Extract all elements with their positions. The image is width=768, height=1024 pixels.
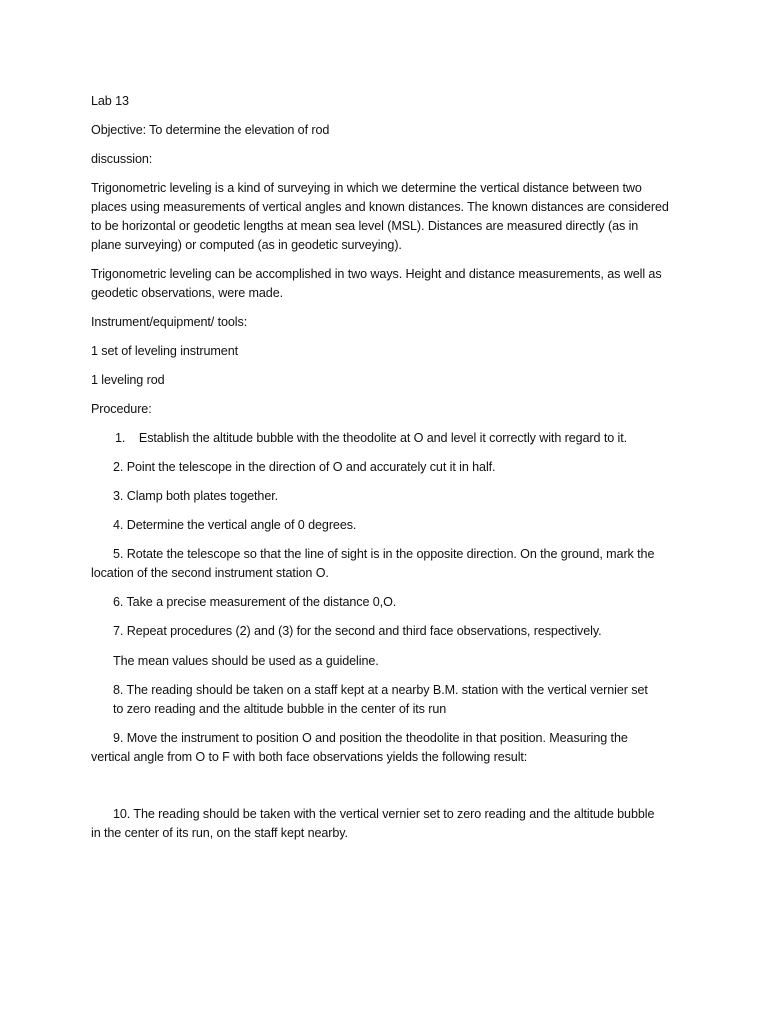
procedure-step-10-line-1: 10. The reading should be taken with the vertical vernier set to zero reading and the altitude bubble	[113, 807, 655, 821]
discussion-p2-line-1: Trigonometric leveling can be accomplished in two ways. Height and distance measurements, as well as	[91, 267, 662, 281]
procedure-step-8-line-1: 8. The reading should be taken on a staff kept at a nearby B.M. station with the vertical vernier set	[113, 683, 648, 697]
equipment-item: 1 set of leveling instrument	[91, 344, 239, 358]
discussion-p1-line-1: Trigonometric leveling is a kind of surveying in which we determine the vertical distance between two	[91, 181, 642, 195]
procedure-step-4: 4. Determine the vertical angle of 0 degrees.	[113, 518, 357, 532]
procedure-step-9-line-2: vertical angle from O to F with both face observations yields the following result:	[91, 750, 528, 764]
procedure-step-5-line-2: location of the second instrument station O.	[91, 566, 329, 580]
procedure-step-9-line-1: 9. Move the instrument to position O and position the theodolite in that position. Measuring the	[113, 731, 628, 745]
procedure-step-6: 6. Take a precise measurement of the distance 0,O.	[113, 595, 397, 609]
procedure-step-3: 3. Clamp both plates together.	[113, 489, 279, 503]
procedure-step-7: 7. Repeat procedures (2) and (3) for the second and third face observations, respectively.	[113, 624, 602, 638]
objective-line: Objective: To determine the elevation of rod	[91, 123, 330, 137]
equipment-heading: Instrument/equipment/ tools:	[91, 315, 248, 329]
discussion-heading: discussion:	[91, 152, 153, 166]
equipment-item: 1 leveling rod	[91, 373, 165, 387]
discussion-p1-line-4: plane surveying) or computed (as in geodetic surveying).	[91, 238, 402, 252]
procedure-step-8-line-2: to zero reading and the altitude bubble in the center of its run	[113, 702, 447, 716]
procedure-heading: Procedure:	[91, 402, 152, 416]
procedure-step-10-line-2: in the center of its run, on the staff kept nearby.	[91, 826, 348, 840]
mean-values-note: The mean values should be used as a guideline.	[113, 654, 379, 668]
discussion-p2-line-2: geodetic observations, were made.	[91, 286, 284, 300]
lab-title: Lab 13	[91, 94, 129, 108]
discussion-p1-line-2: places using measurements of vertical angles and known distances. The known distances are considered	[91, 200, 669, 214]
procedure-step-5-line-1: 5. Rotate the telescope so that the line of sight is in the opposite direction. On the ground, mark the	[113, 547, 655, 561]
discussion-p1-line-3: to be horizontal or geodetic lengths at mean sea level (MSL). Distances are measured directly (as in	[91, 219, 639, 233]
procedure-step-2: 2. Point the telescope in the direction of O and accurately cut it in half.	[113, 460, 496, 474]
procedure-step-1: 1. Establish the altitude bubble with the theodolite at O and level it correctly with regard to it.	[115, 431, 628, 445]
